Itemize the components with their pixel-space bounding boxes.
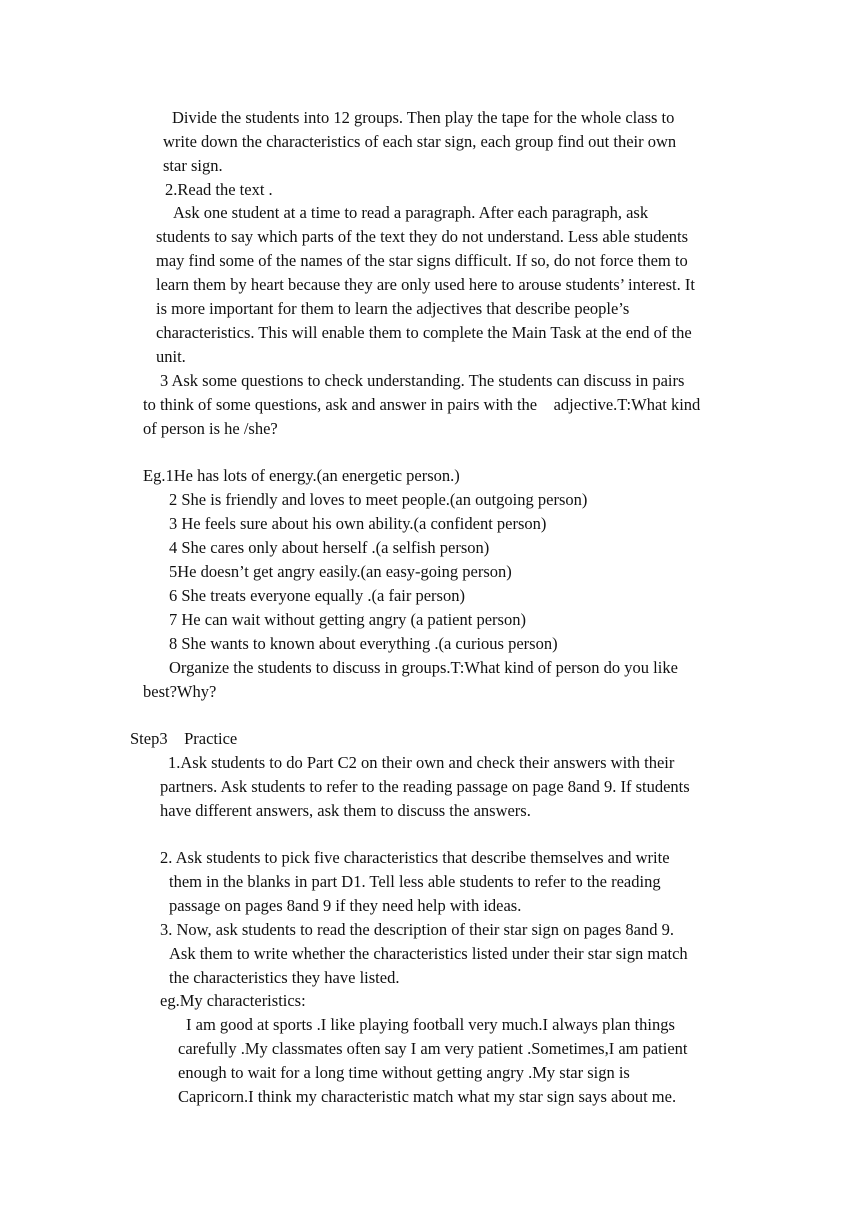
list-item-heading: 2.Read the text . bbox=[165, 180, 273, 199]
example-line: 2 She is friendly and loves to meet people.(an outgoing person) bbox=[169, 490, 588, 509]
example-line: 8 She wants to known about everything .(a curious person) bbox=[169, 634, 558, 653]
text-line: them in the blanks in part D1. Tell less able students to refer to the reading bbox=[169, 872, 661, 891]
text-line: write down the characteristics of each star sign, each group find out their own bbox=[163, 132, 677, 151]
text-line: Divide the students into 12 groups. Then play the tape for the whole class to bbox=[172, 108, 675, 127]
text-line: partners. Ask students to refer to the reading passage on page 8and 9. If students bbox=[160, 777, 690, 796]
text-line: Capricorn.I think my characteristic match what my star sign says about me. bbox=[178, 1087, 677, 1106]
example-heading: eg.My characteristics: bbox=[160, 991, 306, 1010]
list-item: 3. Now, ask students to read the description of their star sign on pages 8and 9. bbox=[160, 920, 674, 939]
example-line: Eg.1He has lots of energy.(an energetic person.) bbox=[143, 466, 460, 485]
text-line: Organize the students to discuss in groups.T:What kind of person do you like bbox=[169, 658, 678, 677]
text-line: passage on pages 8and 9 if they need help with ideas. bbox=[169, 896, 522, 915]
text-line: best?Why? bbox=[143, 682, 217, 701]
list-item: 2. Ask students to pick five characteristics that describe themselves and write bbox=[160, 848, 670, 867]
text-line: Ask them to write whether the characteristics listed under their star sign match bbox=[169, 944, 688, 963]
example-line: 5He doesn’t get angry easily.(an easy-going person) bbox=[169, 562, 512, 581]
text-line: to think of some questions, ask and answer in pairs with the adjective.T:What kind bbox=[143, 395, 701, 414]
section-heading: Step3 Practice bbox=[130, 729, 238, 748]
text-line: students to say which parts of the text they do not understand. Less able students bbox=[156, 227, 689, 246]
text-line: star sign. bbox=[163, 156, 223, 175]
text-line: learn them by heart because they are only used here to arouse students’ interest. It bbox=[156, 275, 695, 294]
text-line: unit. bbox=[156, 347, 186, 366]
text-line: of person is he /she? bbox=[143, 419, 278, 438]
example-line: 3 He feels sure about his own ability.(a confident person) bbox=[169, 514, 547, 533]
list-item: 1.Ask students to do Part C2 on their own and check their answers with their bbox=[168, 753, 675, 772]
text-line: enough to wait for a long time without getting angry .My star sign is bbox=[178, 1063, 630, 1082]
list-item-heading: 3 Ask some questions to check understanding. The students can discuss in pairs bbox=[160, 371, 685, 390]
text-line: is more important for them to learn the adjectives that describe people’s bbox=[156, 299, 630, 318]
text-line: Ask one student at a time to read a paragraph. After each paragraph, ask bbox=[173, 203, 649, 222]
text-line: have different answers, ask them to discuss the answers. bbox=[160, 801, 531, 820]
text-line: carefully .My classmates often say I am very patient .Sometimes,I am patient bbox=[178, 1039, 688, 1058]
text-line: the characteristics they have listed. bbox=[169, 968, 400, 987]
example-line: 6 She treats everyone equally .(a fair person) bbox=[169, 586, 465, 605]
text-line: may find some of the names of the star signs difficult. If so, do not force them to bbox=[156, 251, 688, 270]
example-line: 7 He can wait without getting angry (a patient person) bbox=[169, 610, 526, 629]
text-line: I am good at sports .I like playing football very much.I always plan things bbox=[186, 1015, 675, 1034]
text-line: characteristics. This will enable them to complete the Main Task at the end of the bbox=[156, 323, 692, 342]
example-line: 4 She cares only about herself .(a selfish person) bbox=[169, 538, 490, 557]
